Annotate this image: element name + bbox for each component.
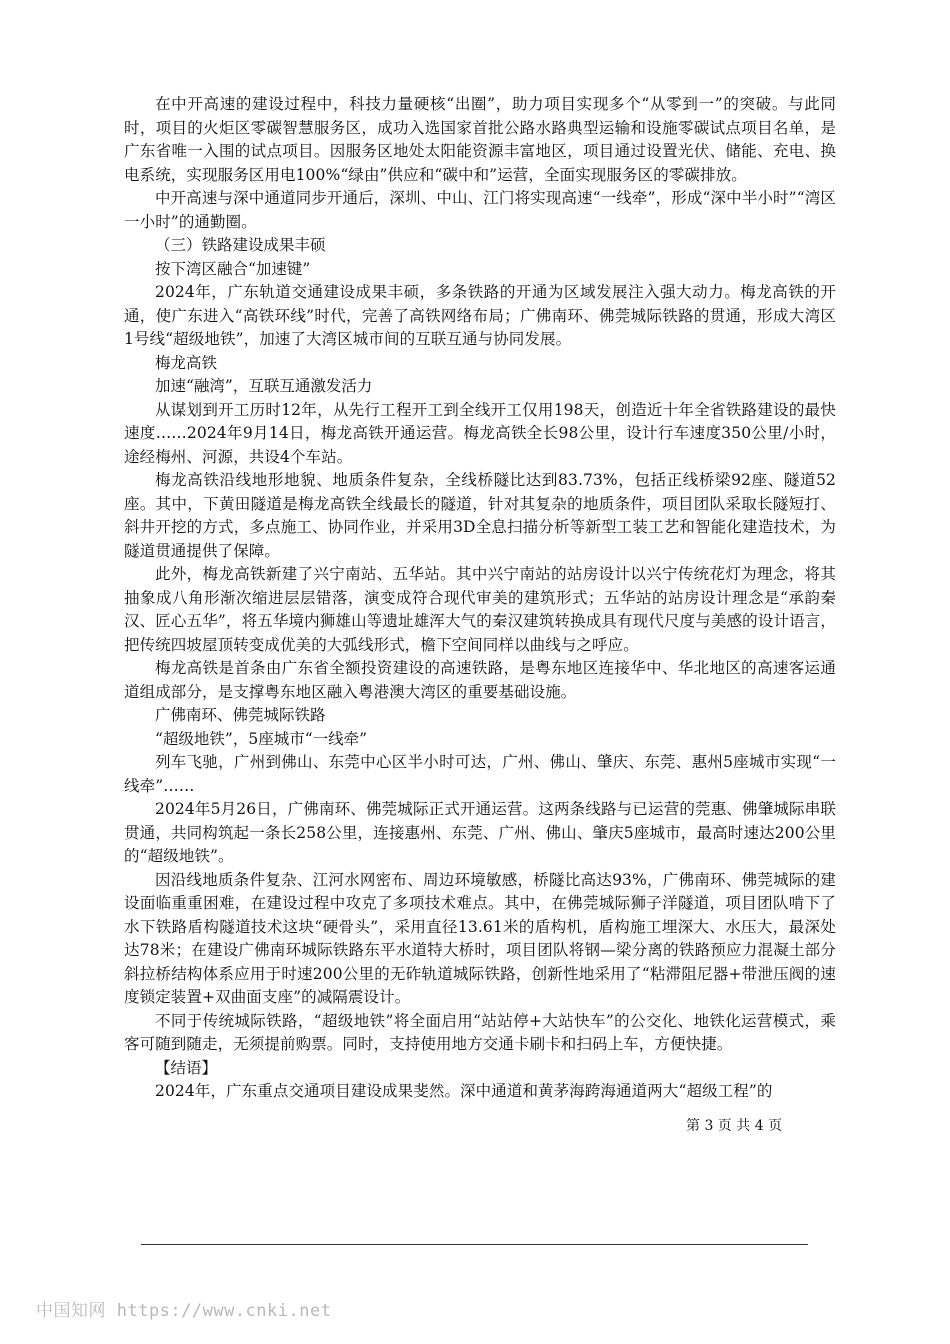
paragraph-rail-overview: 2024年，广东轨道交通建设成果丰硕，多条铁路的开通为区域发展注入强大动力。梅龙高铁的开通，使广东进入“高铁环线”时代，完善了高铁网络布局；广佛南环、佛莞城际铁路的贯通，形成大湾区1号线“超级地铁”，加速了大湾区城市间的互联互通与协同发展。 [124, 283, 836, 348]
paragraph-tech-breakthrough: 在中开高速的建设过程中，科技力量硬核“出圈”，助力项目实现多个“从零到一”的突破。与此同时，项目的火炬区零碳智慧服务区，成功入选国家首批公路水路典型运输和设施零碳试点项目名单，是广东省唯一入围的试点项目。因服务区地处太阳能资源丰富地区，项目通过设置光伏、储能、充电、换电系统，实现服务区用电100%“绿由”供应和“碳中和”运营，全面实现服务区的零碳排放。 [124, 95, 836, 184]
paragraph-commute-circle: 中开高速与深中通道同步开通后，深圳、中山、江门将实现高速“一线牵”，形成“深中半小时”“湾区一小时”的通勤圈。 [124, 189, 836, 231]
page-number: 第 3 页 共 4 页 [686, 1118, 783, 1134]
cnki-watermark: 中国知网 https://www.cnki.net [36, 1301, 332, 1321]
paragraph-intercity-challenges: 因沿线地质条件复杂、江河水网密布、周边环境敏感，桥隧比高达93%，广佛南环、佛莞城际的建设面临重重困难，在建设过程中攻克了多项技术难点。其中，在佛莞城际狮子洋隧道，项目团队啃下了水下铁路盾构隧道技术这块“硬骨头”，采用直径13.61米的盾构机，盾构施工埋深大、水压大，最深处达78米；在建设广佛南环城际铁路东平水道特大桥时，项目团队将钢—梁分离的铁路预应力混凝土部分斜拉桥结构体系应用于时速200公里的无砟轨道城际铁路，创新性地采用了“粘滞阻尼器+带泄压阀的速度锁定装置+双曲面支座”的减隔震设计。 [124, 870, 836, 1006]
heading-conclusion: 【结语】 [155, 1058, 218, 1077]
paragraph-half-hour-access: 列车飞驰，广州到佛山、东莞中心区半小时可达，广州、佛山、肇庆、东莞、惠州5座城市实现“一线牵”…… [124, 753, 836, 795]
subheading-bay-area-fusion: 按下湾区融合“加速键” [155, 259, 311, 278]
paragraph-operating-mode: 不同于传统城际铁路，“超级地铁”将全面启用“站站停+大站快车”的公交化、地铁化运营模式，乘客可随到随走，无须提前购票。同时，支持使用地方交通卡刷卡和扫码上车，方便快捷。 [124, 1011, 836, 1053]
document-body [124, 93, 836, 1104]
paragraph-meilong-significance: 梅龙高铁是首条由广东省全额投资建设的高速铁路，是粤东地区连接华中、华北地区的高速客运通道组成部分，是支撑粤东地区融入粤港澳大湾区的重要基础设施。 [124, 659, 836, 701]
subheading-intercity-railways: 广佛南环、佛莞城际铁路 [155, 706, 326, 724]
paragraph-intercity-opening: 2024年5月26日，广佛南环、佛莞城际正式开通运营。这两条线路与已运营的莞惠、佛肇城际串联贯通，共同构筑起一条长258公里，连接惠州、东莞、广州、佛山、肇庆5座城市，最高时速达200公里的“超级地铁”。 [124, 800, 836, 865]
subheading-super-metro: “超级地铁”，5座城市“一线牵” [155, 729, 368, 748]
paragraph-meilong-opening: 从谋划到开工历时12年，从先行工程开工到全线开工仅用198天，创造近十年全省铁路建设的最快速度……2024年9月14日，梅龙高铁开通运营。梅龙高铁全长98公里，设计行车速度350公里/小时，途经梅州、河源，共设4个车站。 [124, 400, 836, 466]
section-heading-railway: （三）铁路建设成果丰硕 [155, 236, 326, 254]
subheading-meilong-hsr: 梅龙高铁 [155, 353, 218, 372]
paragraph-meilong-tunnels: 梅龙高铁沿线地形地貌、地质条件复杂，全线桥隧比达到83.73%，包括正线桥梁92座、隧道52座。其中，下黄田隧道是梅龙高铁全线最长的隧道，针对其复杂的地质条件，项目团队采取长隧短打、斜井开挖的方式，多点施工、协同作业，并采用3D全息扫描分析等新型工装工艺和智能化建造技术，为隧道贯通提供了保障。 [124, 471, 836, 560]
subheading-meilong-tagline: 加速“融湾”，互联互通激发活力 [155, 377, 373, 395]
paragraph-meilong-stations: 此外，梅龙高铁新建了兴宁南站、五华站。其中兴宁南站的站房设计以兴宁传统花灯为理念，将其抽象成八角形渐次缩进层层错落，演变成符合现代审美的建筑形式；五华站的站房设计理念是“承韵秦汉、匠心五华”，将五华境内狮雄山等遗址雄浑大气的秦汉建筑转换成具有现代尺度与美感的设计语言，把传统四坡屋顶转变成优美的大弧线形式，檐下空间同样以曲线与之呼应。 [124, 565, 836, 654]
footer-divider [141, 1244, 808, 1245]
paragraph-conclusion-start: 2024年，广东重点交通项目建设成果斐然。深中通道和黄茅海跨海通道两大“超级工程”的 [155, 1082, 773, 1100]
